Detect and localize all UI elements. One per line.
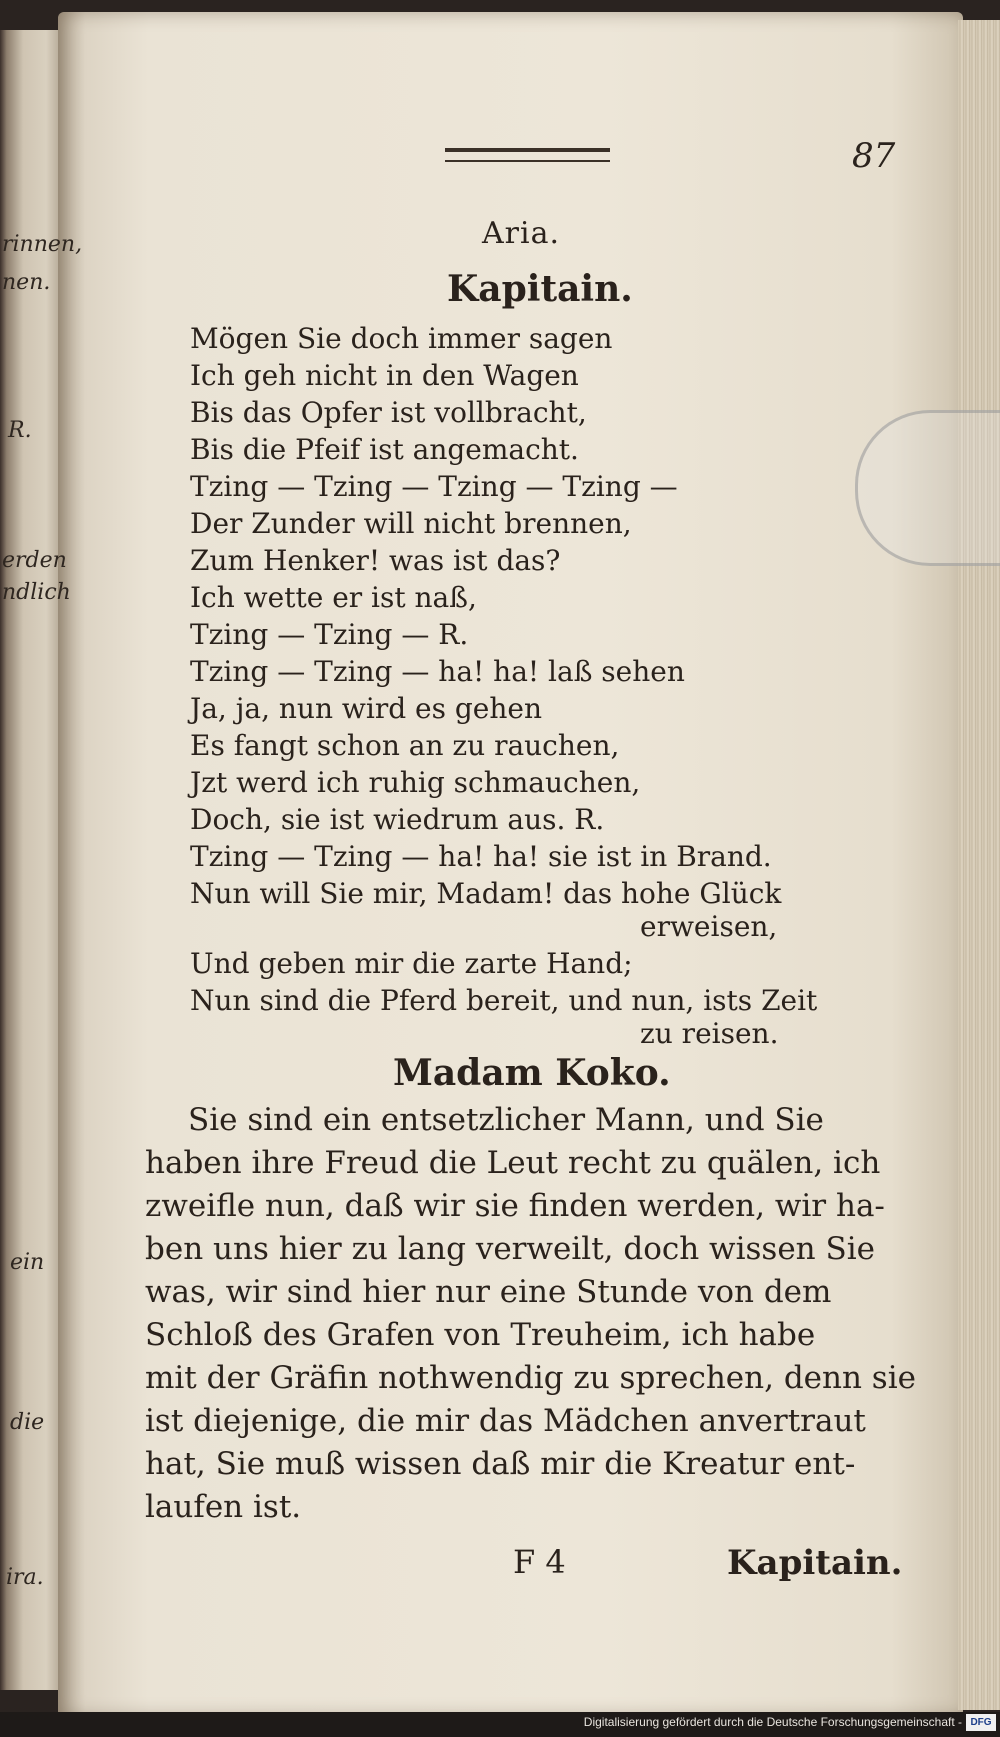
speaker-heading: Kapitain.	[447, 268, 633, 310]
page-number: 87	[852, 136, 896, 176]
left-margin-fragment: rinnen,	[2, 232, 83, 257]
verse-line: Nun sind die Pferd bereit, und nun, ists Zeit	[190, 984, 818, 1017]
verse-line-continuation: erweisen,	[640, 910, 778, 943]
bookmark-clip	[855, 410, 1000, 566]
verse-line: Jzt werd ich ruhig schmauchen,	[190, 766, 641, 799]
speaker-heading: Madam Koko.	[393, 1052, 671, 1094]
signature-mark: F 4	[513, 1543, 566, 1581]
prose-line: ist diejenige, die mir das Mädchen anvertraut	[145, 1403, 866, 1439]
verse-line: Tzing — Tzing — R.	[190, 618, 469, 651]
verse-line: Tzing — Tzing — Tzing — Tzing —	[190, 470, 678, 503]
verse-line: Tzing — Tzing — ha! ha! sie ist in Brand.	[190, 840, 772, 873]
digitization-credit: Digitalisierung gefördert durch die Deutsche Forschungsgemeinschaft -	[583, 1715, 962, 1729]
verse-line: Es fangt schon an zu rauchen,	[190, 729, 620, 762]
verse-line-continuation: zu reisen.	[640, 1017, 779, 1050]
verse-line: Mögen Sie doch immer sagen	[190, 322, 613, 355]
verse-line: Ich geh nicht in den Wagen	[190, 359, 579, 392]
left-margin-fragment: ein	[10, 1250, 45, 1275]
verse-line: Zum Henker! was ist das?	[190, 544, 561, 577]
verse-line: Doch, sie ist wiedrum aus. R.	[190, 803, 605, 836]
prose-line: hat, Sie muß wissen daß mir die Kreatur ent-	[145, 1446, 856, 1482]
prose-line: Sie sind ein entsetzlicher Mann, und Sie	[188, 1102, 824, 1138]
prose-line: ben uns hier zu lang verweilt, doch wissen Sie	[145, 1231, 875, 1267]
left-margin-fragment: ira.	[6, 1565, 44, 1590]
verse-line: Ja, ja, nun wird es gehen	[190, 692, 542, 725]
left-margin-fragment: die	[10, 1410, 45, 1435]
verse-line: Ich wette er ist naß,	[190, 581, 477, 614]
page-stack-edge	[958, 20, 1000, 1710]
prose-line: mit der Gräfin nothwendig zu sprechen, denn sie	[145, 1360, 916, 1396]
prose-line: Schloß des Grafen von Treuheim, ich habe	[145, 1317, 816, 1353]
left-margin-fragment: ndlich	[2, 580, 71, 605]
left-margin-fragment: erden	[2, 548, 67, 573]
prose-line: laufen ist.	[145, 1489, 302, 1525]
header-rule	[445, 160, 610, 162]
catchword: Kapitain.	[727, 1543, 903, 1583]
verse-line: Tzing — Tzing — ha! ha! laß sehen	[190, 655, 685, 688]
left-margin-fragment: nen.	[2, 270, 51, 295]
verse-line: Bis die Pfeif ist angemacht.	[190, 433, 579, 466]
section-label: Aria.	[482, 216, 561, 251]
prose-line: zweifle nun, daß wir sie finden werden, wir ha-	[145, 1188, 885, 1224]
verse-line: Der Zunder will nicht brennen,	[190, 507, 632, 540]
verse-line: Und geben mir die zarte Hand;	[190, 947, 633, 980]
prose-line: haben ihre Freud die Leut recht zu quälen, ich	[145, 1145, 881, 1181]
header-rule	[445, 148, 610, 152]
prose-line: was, wir sind hier nur eine Stunde von dem	[145, 1274, 832, 1310]
dfg-logo: DFG	[966, 1714, 996, 1731]
verse-line: Bis das Opfer ist vollbracht,	[190, 396, 587, 429]
verse-line: Nun will Sie mir, Madam! das hohe Glück	[190, 877, 782, 910]
left-margin-fragment: R.	[8, 418, 32, 443]
